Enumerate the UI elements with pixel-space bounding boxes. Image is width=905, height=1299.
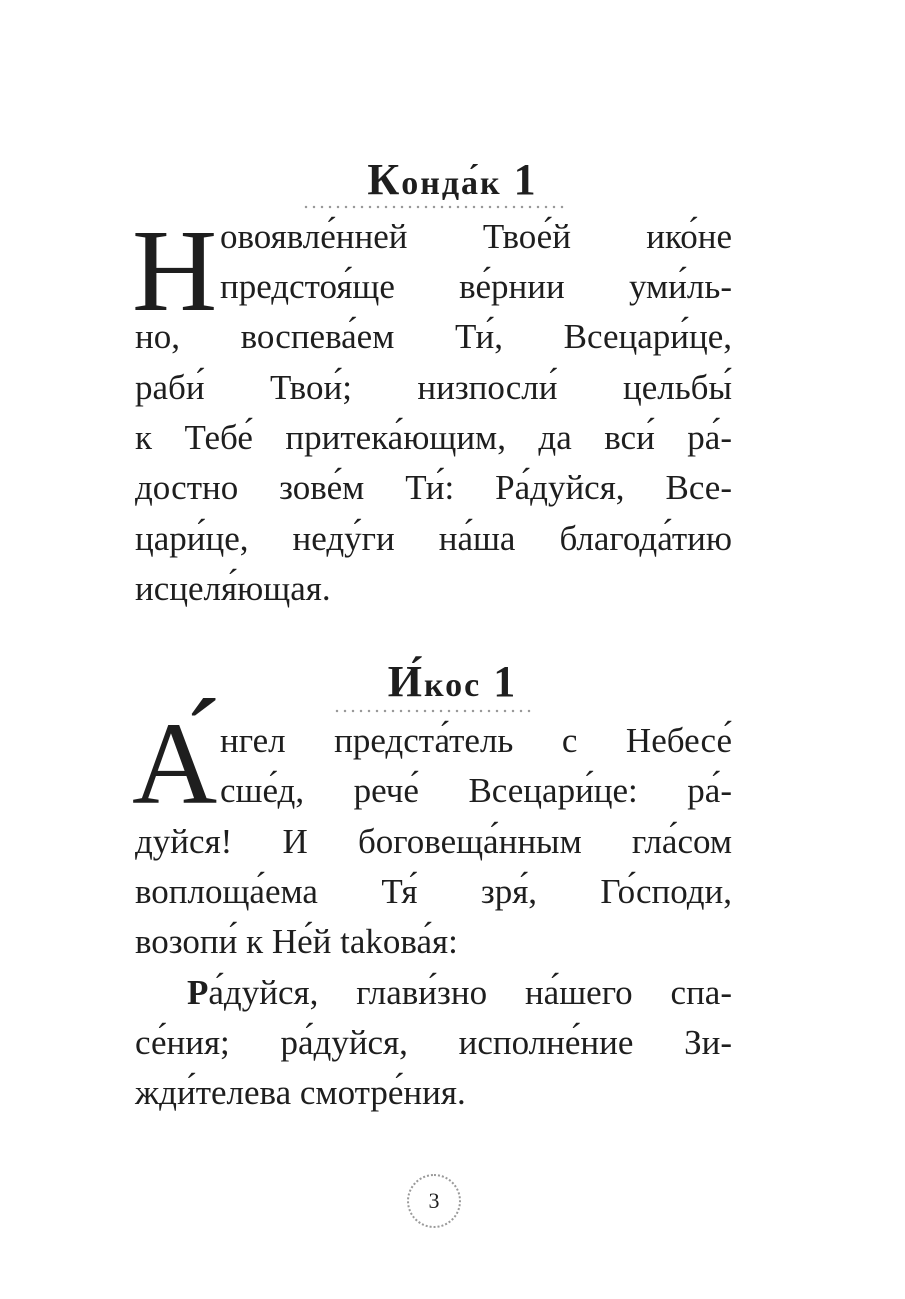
kontakion-line: достно зове́м Ти́: Ра́дуйся, Все- [135, 468, 732, 507]
kontakion-line: но, воспева́ем Ти́, Всецари́це, [135, 317, 732, 356]
chairetismos-text: а́дуйся, глави́зно на́шего спа- [208, 973, 732, 1012]
kontakion-line: цари́це, неду́ги на́ша благода́тию [135, 519, 732, 558]
ikos-chairetismos-line: жди́телева смотре́ния. [135, 1073, 466, 1112]
ikos-line: сше́д, рече́ Всецари́це: ра́- [220, 771, 732, 810]
ikos-heading-dotted-rule [333, 709, 533, 713]
kontakion-heading-first-letter: К [367, 155, 402, 204]
kontakion-heading-rest: онда́к [401, 165, 502, 202]
kontakion-heading-dotted-rule [302, 205, 566, 209]
ikos-chairetismos-line [135, 968, 732, 1018]
ikos-heading-first-letter: И́ [387, 657, 424, 706]
kontakion-line: раби́ Твои́; низпосли́ цельбы́ [135, 368, 732, 407]
kontakion-heading-number: 1 [513, 155, 538, 204]
kontakion-line: овоявле́нней Твое́й ико́не [220, 217, 732, 256]
ikos-line: возопи́ к Не́й takова́я: [135, 922, 458, 961]
kontakion-line: исцеля́ющая. [135, 569, 331, 608]
ikos-line: дуйся! И боговеща́нным гла́сом [135, 822, 732, 861]
chairetismos-initial: Р [187, 973, 209, 1012]
ikos-chairetismos-line: се́ния; ра́дуйся, исполне́ние Зи- [135, 1023, 732, 1062]
ikos-drop-cap: А́ [132, 698, 218, 829]
kontakion-heading [0, 155, 905, 204]
page-number: 3 [407, 1174, 461, 1228]
kontakion-line: предстоя́ще ве́рнии уми́ль- [220, 267, 732, 306]
ikos-heading-rest: кос [424, 667, 482, 704]
ikos-line: воплоща́ема Тя́ зря́, Го́споди, [135, 872, 732, 911]
kontakion-drop-cap: Н [132, 205, 218, 336]
kontakion-line: к Тебе́ притека́ющим, да вси́ ра́- [135, 418, 732, 457]
ikos-heading-number: 1 [493, 657, 518, 706]
ikos-line: нгел предста́тель с Небесе́ [220, 721, 732, 760]
